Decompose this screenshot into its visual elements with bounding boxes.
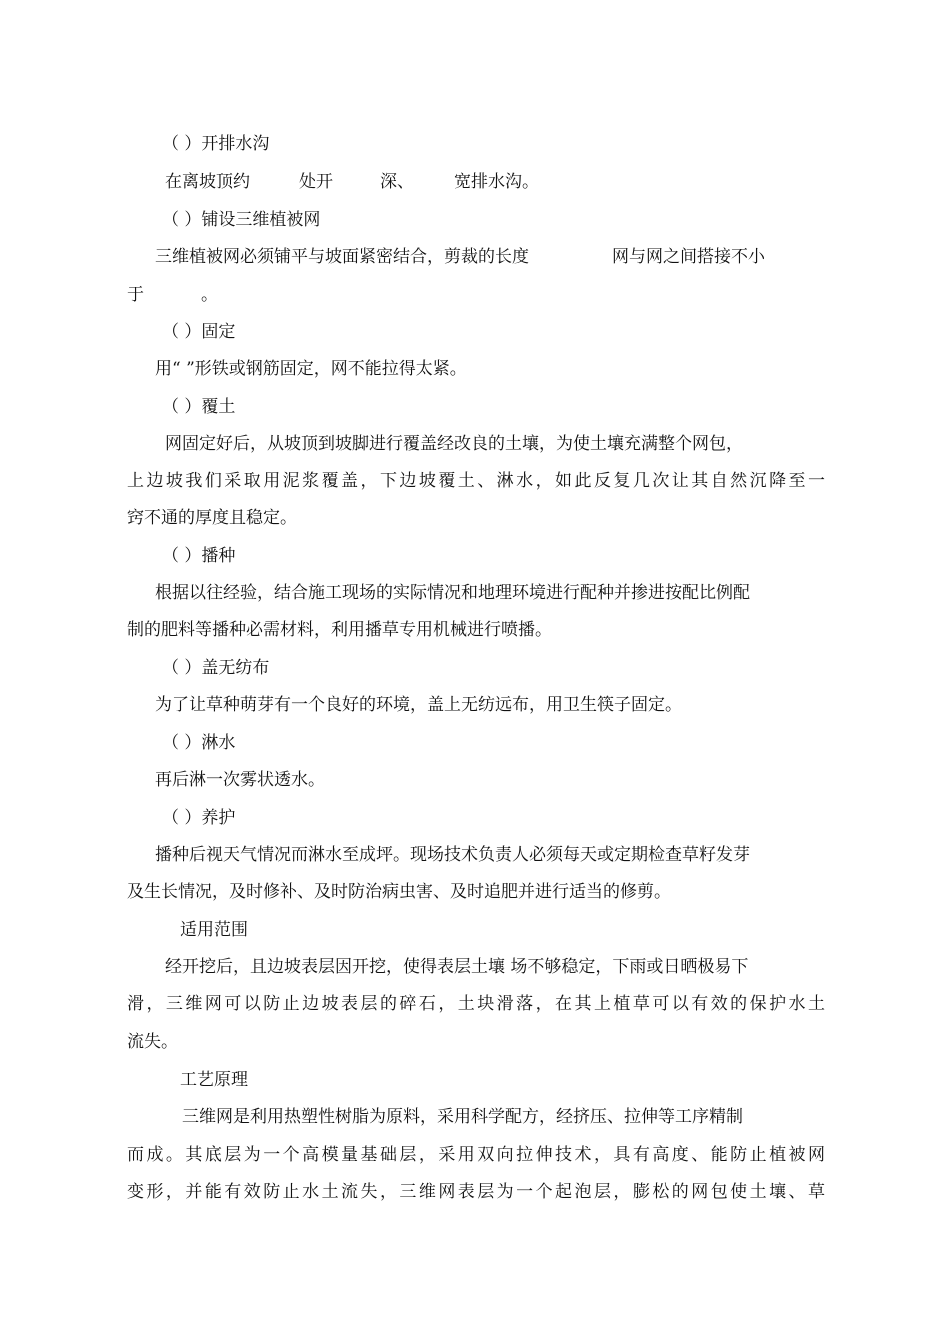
section-heading-seeding: （ ）播种 <box>162 546 236 566</box>
section-heading-fixing: （ ）固定 <box>162 322 236 342</box>
paragraph-maintenance-line-1: 播种后视天气情况而淋水至成坪。现场技术负责人必须每天或定期检查草籽发芽 <box>155 845 750 865</box>
paragraph-soil-cover-line-1: 网固定好后，从坡顶到坡脚进行覆盖经改良的土壤，为使土壤充满整个网包， <box>165 434 743 454</box>
text-fragment: 宽排水沟。 <box>454 172 539 192</box>
text-fragment: 于 <box>127 285 144 305</box>
paragraph-lay-net-line-1 <box>155 245 765 269</box>
section-heading-drainage: （ ）开排水沟 <box>162 134 270 154</box>
section-heading-scope: 适用范围 <box>180 920 248 940</box>
paragraph-watering: 再后淋一次雾状透水。 <box>155 770 325 790</box>
paragraph-seeding-line-2: 制的肥料等播种必需材料，利用播草专用机械进行喷播。 <box>127 620 552 640</box>
text-fragment: 三维植被网必须铺平与坡面紧密结合，剪裁的长度 <box>155 247 529 267</box>
paragraph-principle-line-3: 变形，并能有效防止水土流失，三维网表层为一个起泡层，膨松的网包使土壤、草 <box>127 1182 825 1202</box>
paragraph-principle-line-1: 三维网是利用热塑性树脂为原料，采用科学配方，经挤压、拉伸等工序精制 <box>182 1107 743 1127</box>
text-fragment: 。 <box>201 285 218 305</box>
paragraph-scope-line-3: 流失。 <box>127 1032 178 1052</box>
paragraph-fixing: 用“ ”形铁或钢筋固定，网不能拉得太紧。 <box>155 359 467 379</box>
text-fragment: 处开 <box>299 172 333 192</box>
text-fragment: 在离坡顶约 <box>165 172 250 192</box>
paragraph-scope-line-1: 经开挖后，且边坡表层因开挖，使得表层土壤 场不够稳定，下雨或日晒极易下 <box>165 957 749 977</box>
paragraph-soil-cover-line-2: 上边坡我们采取用泥浆覆盖，下边坡覆土、淋水，如此反复几次让其自然沉降至一 <box>127 471 825 491</box>
section-heading-principle: 工艺原理 <box>180 1070 248 1090</box>
section-heading-watering: （ ）淋水 <box>162 733 236 753</box>
paragraph-soil-cover-line-3: 窍不通的厚度且稳定。 <box>127 508 297 528</box>
paragraph-scope-line-2: 滑，三维网可以防止边坡表层的碎石，土块滑落，在其上植草可以有效的保护水土 <box>127 994 825 1014</box>
text-fragment: 深、 <box>380 172 414 192</box>
section-heading-nonwoven: （ ）盖无纺布 <box>162 658 270 678</box>
paragraph-maintenance-line-2: 及生长情况，及时修补、及时防治病虫害、及时追肥并进行适当的修剪。 <box>127 882 671 902</box>
paragraph-seeding-line-1: 根据以往经验，结合施工现场的实际情况和地理环境进行配种并掺进按配比例配 <box>155 583 750 603</box>
paragraph-principle-line-2: 而成。其底层为一个高模量基础层，采用双向拉伸技术，具有高度、能防止植被网 <box>127 1145 825 1165</box>
paragraph-drainage <box>165 170 539 194</box>
paragraph-lay-net-line-2 <box>127 283 218 307</box>
text-fragment: 网与网之间搭接不小 <box>612 247 765 267</box>
section-heading-soil-cover: （ ）覆土 <box>162 397 236 417</box>
paragraph-nonwoven: 为了让草种萌芽有一个良好的环境，盖上无纺远布，用卫生筷子固定。 <box>155 695 682 715</box>
section-heading-lay-net: （ ）铺设三维植被网 <box>162 210 321 230</box>
section-heading-maintenance: （ ）养护 <box>162 808 236 828</box>
